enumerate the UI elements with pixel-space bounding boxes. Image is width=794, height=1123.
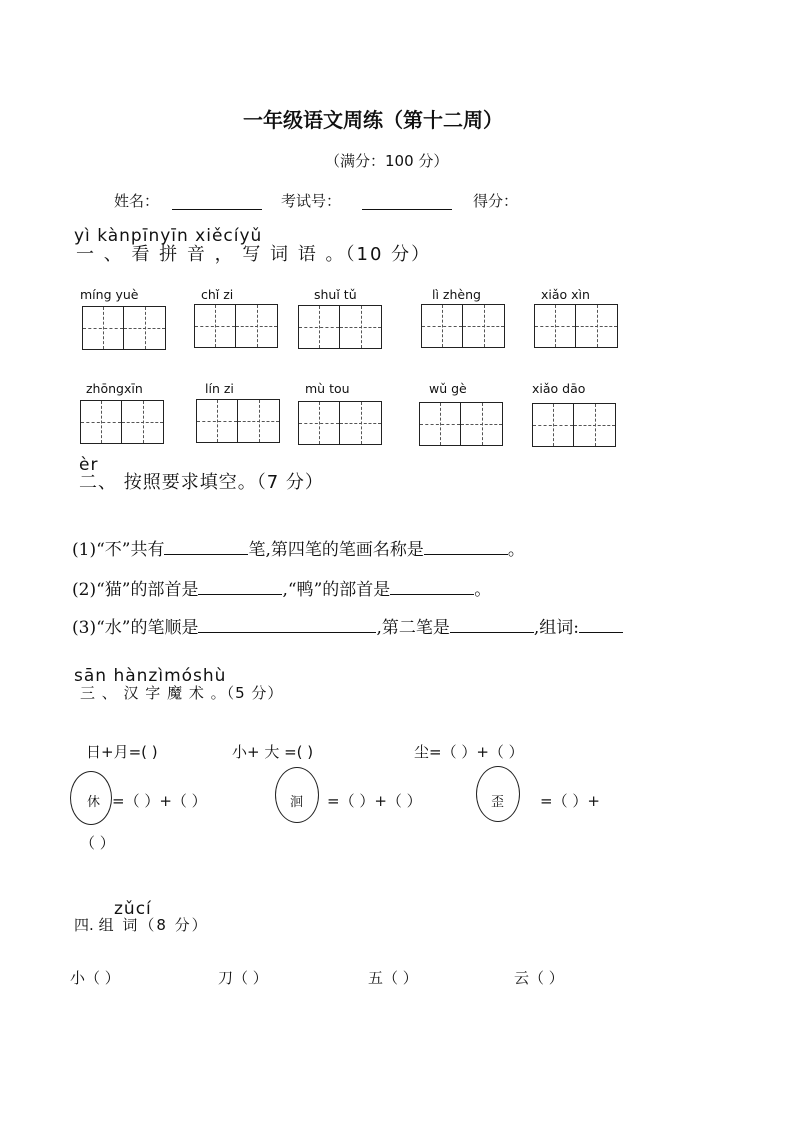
word-pinyin: xiǎo dāo (532, 381, 586, 396)
magic-item: =（ ）+（ ） (112, 792, 207, 810)
magic-item: 尘=（ ）+（ ） (414, 743, 524, 761)
word-group-item: 五（ ） (368, 969, 418, 987)
blank[interactable] (198, 578, 282, 595)
writing-grid[interactable] (298, 401, 382, 445)
blank[interactable] (579, 616, 623, 633)
writing-grid[interactable] (196, 399, 280, 443)
circled-char: 休 (87, 795, 101, 810)
magic-item: 小+ 大 =( ) (232, 743, 314, 761)
section2-heading: 二、 按照要求填空。（7 分） (79, 472, 324, 493)
question-2: (2)“猫”的部首是 ,“鸭”的部首是 。 (72, 580, 492, 600)
question-1: (1)“不”共有 笔,第四笔的笔画名称是 。 (72, 540, 525, 560)
circled-char: 洄 (290, 795, 304, 810)
section4-heading: 四. 组 词（8 分） (74, 916, 209, 934)
exam-no-field[interactable] (362, 209, 452, 210)
name-field[interactable] (172, 209, 262, 210)
section1-pinyin: yì kànpīnyīn xiěcíyǔ (74, 226, 263, 246)
writing-grid[interactable] (298, 305, 382, 349)
blank[interactable] (198, 616, 376, 633)
blank[interactable] (450, 616, 534, 633)
writing-grid[interactable] (532, 403, 616, 447)
blank[interactable] (424, 538, 508, 555)
word-pinyin: wǔ gè (429, 381, 467, 396)
name-label: 姓名： (114, 192, 160, 210)
word-group-item: 刀（ ） (218, 969, 268, 987)
writing-grid[interactable] (534, 304, 618, 348)
word-pinyin: zhōngxīn (86, 381, 143, 396)
writing-grid[interactable] (80, 400, 164, 444)
word-pinyin: lì zhèng (432, 287, 481, 302)
magic-item: =（ ）+（ ） (327, 792, 422, 810)
exam-no-label: 考试号： (281, 192, 342, 210)
magic-item: =（ ）+ (540, 792, 600, 810)
writing-grid[interactable] (82, 306, 166, 350)
section3-heading: 三 、 汉 字 魔 术 。（5 分） (80, 684, 284, 702)
magic-item: （ ） (80, 834, 115, 852)
question-3: (3)“水”的笔顺是 ,第二笔是 ,组词: (72, 613, 623, 638)
word-pinyin: chǐ zi (201, 287, 234, 302)
word-pinyin: mù tou (305, 381, 350, 396)
word-pinyin: lín zi (205, 381, 234, 396)
word-pinyin: shuǐ tǔ (314, 287, 357, 302)
writing-grid[interactable] (194, 304, 278, 348)
writing-grid[interactable] (419, 402, 503, 446)
word-pinyin: míng yuè (80, 287, 139, 302)
section3-pinyin: sān hànzìmóshù (74, 666, 227, 686)
blank[interactable] (164, 538, 248, 555)
section4-pinyin: zǔcí (114, 899, 152, 919)
word-pinyin: xiǎo xìn (541, 287, 590, 302)
score-label: 得分： (473, 192, 519, 210)
section2-pinyin: èr (79, 455, 99, 475)
circled-char: 歪 (491, 795, 505, 810)
word-group-item: 云（ ） (514, 969, 564, 987)
blank[interactable] (390, 578, 474, 595)
section1-heading: 一 、 看 拼 音 ， 写 词 语 。（10 分） (76, 244, 432, 265)
page-title: 一年级语文周练（第十二周） (243, 108, 503, 132)
magic-item: 日+月=( ) (86, 743, 158, 761)
word-group-item: 小（ ） (70, 969, 120, 987)
full-score: （满分：100 分） (325, 152, 449, 170)
writing-grid[interactable] (421, 304, 505, 348)
